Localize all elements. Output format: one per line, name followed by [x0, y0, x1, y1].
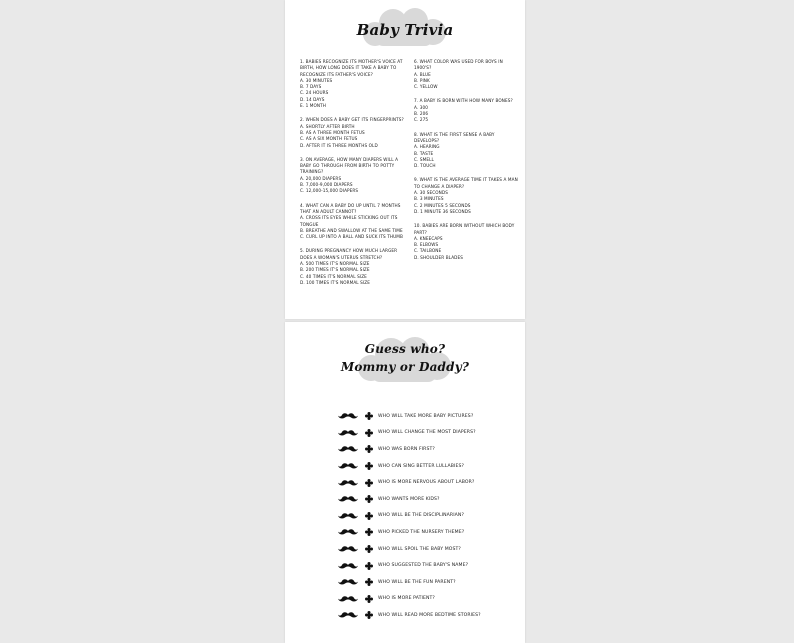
answer-option: B. 206	[414, 111, 429, 117]
answer-option: D. 14 DAYS	[300, 96, 325, 102]
answer-option: B. 3 MINUTES	[414, 196, 444, 202]
answer-option: C. CURL UP INTO A BALL AND SUCK ITS THUMB	[300, 234, 403, 240]
question-text: 5. DURING PREGNANCY HOW MUCH LARGER DOES A WOMAN'S UTERUS STRETCH?	[300, 248, 398, 260]
list-item	[338, 574, 518, 591]
answer-option: B. TASTE	[414, 150, 434, 156]
mustache-icon	[338, 429, 358, 437]
answer-option: A. 30 SECONDS	[414, 190, 448, 196]
answer-option: D. AFTER IT IS THREE MONTHS OLD	[300, 142, 378, 148]
question-text: 3. ON AVERAGE, HOW MANY DIAPERS WILL A BABY GO THROUGH FROM BIRTH TO POTTY TRAINING?	[300, 156, 399, 175]
question-text: 6. WHAT COLOR WAS USED FOR BOYS IN 1900'S?	[414, 59, 503, 71]
pacifier-icon	[365, 578, 373, 586]
answer-option: C. 40 TIMES IT'S NORMAL SIZE	[300, 273, 367, 279]
list-item	[338, 541, 518, 558]
mustache-icon	[338, 545, 358, 553]
question-text: 2. WHEN DOES A BABY GET ITS FINGERPRINTS?	[300, 117, 404, 123]
answer-option: D. 1 MINUTE 36 SECONDS	[414, 208, 471, 214]
page-title: Baby Trivia	[356, 21, 454, 39]
question-block	[300, 117, 406, 148]
question-block	[414, 132, 520, 170]
pacifier-icon	[365, 595, 373, 603]
answer-option: A. 30 MINUTES	[300, 77, 333, 83]
answer-option: E. 1 MONTH	[300, 103, 327, 109]
page-subtitle: Mommy or Daddy?	[340, 360, 470, 374]
answer-option: B. 200 TIMES IT'S NORMAL SIZE	[300, 267, 370, 273]
question-text: 4. WHAT CAN A BABY DO UP UNTIL 7 MONTHS THAT AN ADULT CANNOT?	[300, 202, 401, 214]
mustache-icon	[338, 412, 358, 420]
questions-column-left	[300, 59, 406, 294]
answer-option: B. PINK	[414, 77, 430, 83]
answer-option: C. SMELL	[414, 156, 434, 162]
baby-trivia-page	[285, 0, 525, 319]
list-item	[338, 408, 518, 425]
answer-option: C. 2 MINUTES 5 SECONDS	[414, 202, 471, 208]
mustache-icon	[338, 562, 358, 570]
question-text: WHO IS MORE PATIENT?	[378, 596, 435, 602]
question-block	[300, 59, 406, 109]
answer-option: B. 7,000-9,000 DIAPERS	[300, 182, 353, 188]
pacifier-icon	[365, 562, 373, 570]
answer-option: C. TAILBONE	[414, 248, 442, 254]
mustache-icon	[338, 611, 358, 619]
list-item	[338, 607, 518, 624]
question-text: WHO WILL TAKE MORE BABY PICTURES?	[378, 413, 474, 419]
question-text: 1. BABIES RECOGNIZE ITS MOTHER'S VOICE AT BIRTH, HOW LONG DOES IT TAKE A BABY TO RECOGNIZE ITS FATHER'S VOICE?	[300, 59, 403, 77]
question-text: 10. BABIES ARE BORN WITHOUT WHICH BODY PART?	[414, 223, 515, 235]
answer-option: B. 7 DAYS	[300, 84, 322, 90]
mustache-icon	[338, 495, 358, 503]
answer-option: D. SHOULDER BLADES	[414, 254, 463, 260]
list-item	[338, 441, 518, 458]
pacifier-icon	[365, 429, 373, 437]
mustache-icon	[338, 462, 358, 470]
guess-who-page	[285, 322, 525, 643]
answer-option: B. AS A THREE MONTH FETUS	[300, 129, 365, 135]
question-text: WHO WILL READ MORE BEDTIME STORIES?	[378, 612, 481, 618]
answer-option: D. TOUCH	[414, 163, 436, 169]
question-text: WHO WILL BE THE FUN PARENT?	[378, 579, 456, 585]
list-item	[338, 474, 518, 491]
pacifier-icon	[365, 611, 373, 619]
answer-option: C. 275	[414, 117, 429, 123]
question-text: WHO IS MORE NERVOUS ABOUT LABOR?	[378, 480, 475, 486]
answer-option: C. 12,000-15,000 DIAPERS	[300, 188, 359, 194]
mustache-icon	[338, 578, 358, 586]
mustache-icon	[338, 445, 358, 453]
question-block	[414, 223, 520, 261]
answer-option: A. 300	[414, 104, 429, 110]
answer-option: A. 20,000 DIAPERS	[300, 175, 342, 181]
answer-option: B. ELBOWS	[414, 242, 439, 248]
question-block	[300, 157, 406, 195]
list-item	[338, 524, 518, 541]
list-item	[338, 591, 518, 608]
pacifier-icon	[365, 512, 373, 520]
answer-option: B. BREATHE AND SWALLOW AT THE SAME TIME	[300, 227, 403, 233]
question-text: WHO WILL CHANGE THE MOST DIAPERS?	[378, 430, 476, 436]
answer-option: A. KNEECAPS	[414, 235, 443, 241]
question-block	[414, 59, 520, 90]
pacifier-icon	[365, 528, 373, 536]
answer-option: C. YELLOW	[414, 84, 438, 90]
question-text: 9. WHAT IS THE AVERAGE TIME IT TAKES A MAN TO CHANGE A DIAPER?	[414, 177, 518, 189]
pacifier-icon	[365, 479, 373, 487]
answer-option: A. BLUE	[414, 71, 431, 77]
guess-who-list	[338, 408, 518, 624]
question-block	[414, 177, 520, 215]
list-item	[338, 491, 518, 508]
answer-option: A. HEARING	[414, 144, 440, 150]
question-text: WHO SUGGESTED THE BABY'S NAME?	[378, 563, 469, 569]
questions-column-right	[414, 59, 520, 269]
list-item	[338, 557, 518, 574]
pacifier-icon	[365, 445, 373, 453]
pacifier-icon	[365, 412, 373, 420]
question-text: WHO WAS BORN FIRST?	[378, 446, 435, 452]
answer-option: D. 100 TIMES IT'S NORMAL SIZE	[300, 279, 370, 285]
list-item	[338, 508, 518, 525]
list-item	[338, 425, 518, 442]
answer-option: A. SHORTLY AFTER BIRTH	[300, 123, 355, 129]
answer-option: C. 24 HOURS	[300, 90, 329, 96]
question-block	[300, 248, 406, 286]
question-text: WHO WILL BE THE DISCIPLINARIAN?	[378, 513, 464, 519]
mustache-icon	[338, 512, 358, 520]
answer-option: A. 500 TIMES IT'S NORMAL SIZE	[300, 261, 370, 267]
question-block	[300, 203, 406, 241]
mustache-icon	[338, 528, 358, 536]
answer-option: C. AS A SIX MONTH FETUS	[300, 136, 358, 142]
question-text: WHO PICKED THE NURSERY THEME?	[378, 529, 465, 535]
question-block	[414, 98, 520, 123]
pacifier-icon	[365, 545, 373, 553]
list-item	[338, 458, 518, 475]
answer-option: A. CROSS ITS EYES WHILE STICKING OUT ITS TONGUE	[300, 215, 398, 227]
question-text: 8. WHAT IS THE FIRST SENSE A BABY DEVELOPS?	[414, 131, 495, 143]
mustache-icon	[338, 479, 358, 487]
question-text: 7. A BABY IS BORN WITH HOW MANY BONES?	[414, 98, 513, 104]
pacifier-icon	[365, 495, 373, 503]
question-text: WHO CAN SING BETTER LULLABIES?	[378, 463, 465, 469]
question-text: WHO WILL SPOIL THE BABY MOST?	[378, 546, 461, 552]
question-text: WHO WANTS MORE KIDS?	[378, 496, 440, 502]
pacifier-icon	[365, 462, 373, 470]
page-title: Guess who?	[364, 342, 446, 356]
mustache-icon	[338, 595, 358, 603]
